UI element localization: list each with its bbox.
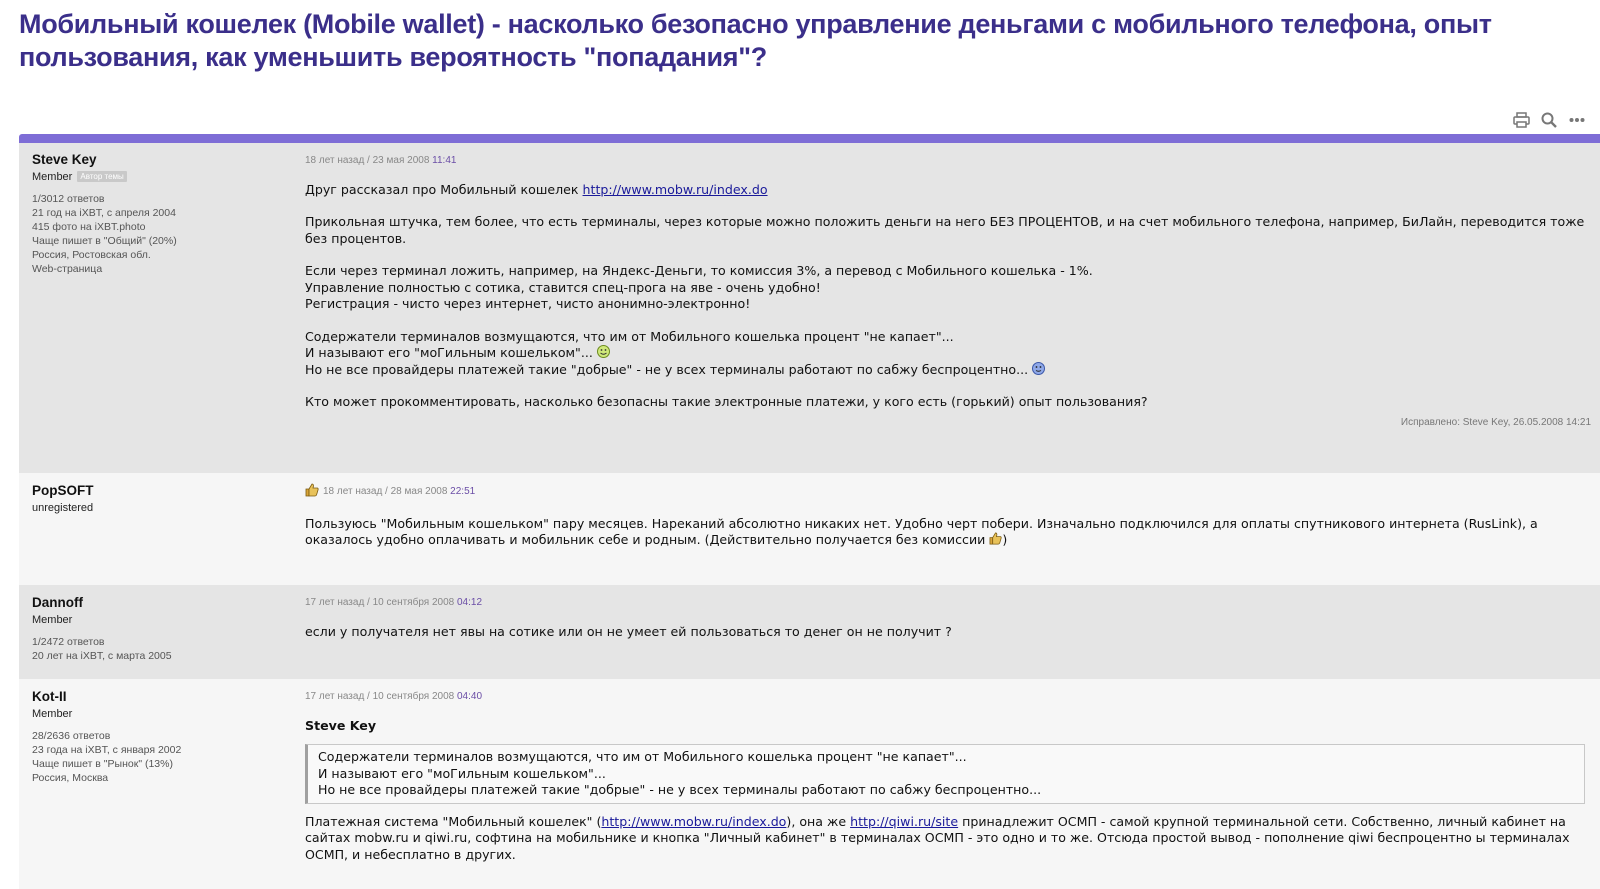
post-text: ), она же: [786, 813, 851, 829]
post-time-link[interactable]: 22:51: [450, 486, 476, 497]
post-body: [305, 595, 1591, 656]
author-name[interactable]: Steve Key: [32, 152, 97, 167]
post-link[interactable]: http://qiwi.ru/site: [850, 813, 959, 829]
post: [19, 679, 1600, 889]
author-role: unregistered: [32, 502, 94, 514]
post: [19, 585, 1600, 679]
grin-smiley-icon: [597, 345, 610, 358]
author-stat: 1/2472 ответов: [32, 636, 105, 648]
post-author-panel: [32, 484, 302, 523]
author-stat: 20 лет на iXBT, с марта 2005: [32, 650, 172, 662]
post-date: 18 лет назад / 28 мая 2008: [323, 486, 448, 497]
thread-toolbar: [1512, 111, 1586, 129]
post-body: [305, 153, 1591, 427]
post-text: Платежная система "Мобильный кошелек" (: [305, 813, 602, 829]
post-text: Управление полностью с сотика, ставится спец-прога на яве - очень удобно!: [305, 279, 821, 295]
post-text: Пользуюсь "Мобильным кошельком" пару месяцев. Нареканий абсолютно никаких нет. Удобно черт побери. Изначально подключился для оплаты спутникового интернета (RusLink), а оказалось удобно оплачивать и мобильник себе и родным. (Действительно получается без комиссии: [305, 515, 1538, 547]
post-date: 17 лет назад / 10 сентября 2008: [305, 597, 455, 608]
post: [19, 143, 1600, 473]
quote-text: Но не все провайдеры платежей такие "добрые" - не у всех терминалы работают по сабжу беспроцентно...: [318, 782, 1042, 797]
thumbs-up-icon: [305, 483, 319, 504]
post-author-panel: [32, 153, 302, 276]
post-text: И называют его "моГильным кошельком"...: [305, 345, 593, 360]
post-link[interactable]: http://www.mobw.ru/index.do: [601, 813, 787, 829]
post-text: ): [1002, 532, 1008, 547]
author-role: [32, 170, 302, 184]
author-role: Member: [32, 614, 73, 626]
author-name[interactable]: Dannoff: [32, 595, 83, 610]
post: [19, 473, 1600, 585]
author-role-text: Member: [32, 171, 73, 183]
author-stat: Чаще пишет в "Общий" (20%): [32, 235, 177, 247]
post-author-panel: [32, 596, 302, 663]
post-list: [19, 143, 1600, 889]
author-stat: Чаще пишет в "Рынок" (13%): [32, 758, 173, 770]
author-stat: Россия, Ростовская обл.: [32, 249, 151, 261]
post-text: если у получателя нет явы на сотике или он не умеет ей пользоваться то денег он не получит ?: [305, 623, 952, 639]
more-icon[interactable]: [1568, 111, 1586, 129]
post-text: Содержатели терминалов возмущаются, что им от Мобильного кошелька процент "не капает"...: [305, 328, 954, 344]
post-meta: [305, 595, 1591, 612]
post-body: [305, 689, 1591, 879]
post-time-link[interactable]: 04:40: [457, 691, 483, 702]
author-stat: 1/3012 ответов: [32, 193, 105, 205]
smiley-icon: [1032, 362, 1045, 375]
post-meta: [305, 483, 1591, 504]
author-stat: 21 год на iXBT, с апреля 2004: [32, 207, 176, 219]
quote-author: Steve Key: [305, 717, 377, 733]
post-text: Если через терминал ложить, например, на Яндекс-Деньги, то комиссия 3%, а перевод с Мобильного кошелька - 1%.: [305, 263, 1093, 278]
post-author-panel: [32, 690, 302, 785]
post-time-link[interactable]: 04:12: [457, 597, 483, 608]
post-link[interactable]: http://www.mobw.ru/index.do: [582, 181, 768, 197]
post-body: [305, 483, 1591, 565]
topic-author-badge: Автор темы: [77, 171, 126, 182]
print-icon[interactable]: [1512, 111, 1530, 129]
post-text: Прикольная штучка, тем более, что есть терминалы, через которые можно положить деньги на него БЕЗ ПРОЦЕНТОВ, и на счет мобильного телефона, например, БиЛайн, переводится тоже без процентов.: [305, 214, 1585, 246]
thumbs-up-icon: [989, 532, 1002, 545]
author-name[interactable]: Kot-II: [32, 689, 67, 704]
post-time-link[interactable]: 11:41: [432, 155, 457, 166]
post-text: Регистрация - чисто через интернет, чисто анонимно-электронно!: [305, 296, 751, 311]
post-text: Но не все провайдеры платежей такие "добрые" - не у всех терминалы работают по сабжу беспроцентно...: [305, 361, 1029, 377]
edit-note: Исправлено: Steve Key, 26.05.2008 14:21: [1400, 417, 1591, 428]
author-role: Member: [32, 708, 73, 720]
quote-text: Содержатели терминалов возмущаются, что им от Мобильного кошелька процент "не капает"...: [318, 749, 967, 764]
post-text: Друг рассказал про Мобильный кошелек: [305, 181, 583, 197]
thread-title: Мобильный кошелек (Mobile wallet) - насколько безопасно управление деньгами с мобильного телефона, опыт пользования, как уменьшить вероятность "попадания"?: [19, 9, 1492, 72]
search-icon[interactable]: [1540, 111, 1558, 129]
author-stat[interactable]: 415 фото на iXBT.photo: [32, 221, 146, 233]
post-text: принадлежит ОСМП - самой крупной терминальной сети. Собственно, личный кабинет на сайтах mobw.ru и qiwi.ru, софтина на мобильнике и кнопка "Личный кабинет" в терминалах ОСМП - это одно и то же. Отсюда простой вывод - пополнение qiwi беспроцентно ы терминалах ОСМП, и небесплатно в других.: [305, 813, 1570, 862]
post-date: 17 лет назад / 10 сентября 2008: [305, 691, 455, 702]
post-meta: [305, 689, 1591, 706]
author-stat: 23 года на iXBT, с января 2002: [32, 744, 182, 756]
quote-text: И называют его "моГильным кошельком"...: [318, 765, 606, 781]
thread-accent-bar: [19, 134, 1600, 143]
post-date: 18 лет назад / 23 мая 2008: [305, 155, 430, 166]
author-stat: 28/2636 ответов: [32, 730, 111, 742]
post-text: Кто может прокомментировать, насколько безопасны такие электронные платежи, у кого есть (горький) опыт пользования?: [305, 394, 1148, 409]
author-stat: Россия, Москва: [32, 772, 109, 784]
author-name: PopSOFT: [32, 483, 94, 498]
quote-block: [305, 744, 1585, 804]
post-meta: [305, 153, 1591, 170]
author-homepage-link[interactable]: Web-страница: [32, 263, 103, 275]
